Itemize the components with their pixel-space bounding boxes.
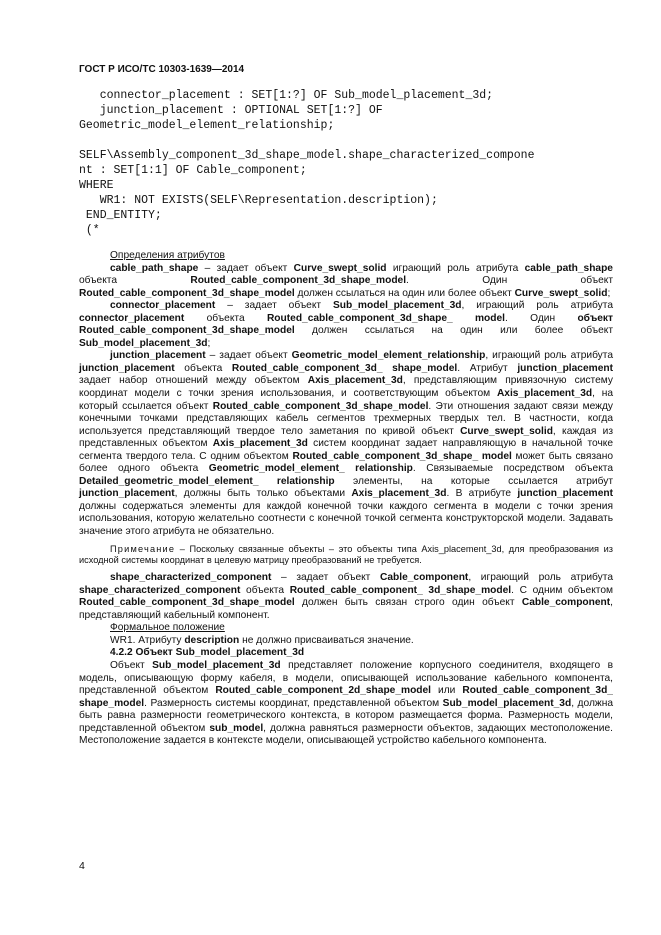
code-line: WR1: NOT EXISTS(SELF\Representation.description);: [79, 194, 438, 207]
express-code-block: [79, 88, 534, 238]
rule-wr1: WR1. Атрибуту description не должно присваиваться значение.: [110, 634, 414, 646]
paragraph-sub-model-placement: Объект Sub_model_placement_3d представляет положение корпусного соединителя, входящего в модель, описывающую форму кабеля, в модели, описывающей использование кабельного компонента, представленной объектом Routed_cable_component_2d_shape_model или Routed_cable_component_3d_ shape_model. Размерность системы координат, представленной объектом Sub_model_placement_3d, должна быть равна размерности геометрического контекста, в котором размещается форма. Размерность модели, представленной объектом sub_model, должна равняться размерности объектов, задающих местоположение. Местоположение задается в контексте модели, описывающей устройство кабельного компонента.: [79, 660, 614, 747]
document-header: ГОСТ Р ИСО/ТС 10303-1639—2014: [79, 64, 245, 75]
section-heading: 4.2.2 Объект Sub_model_placement_3d: [110, 647, 305, 659]
paragraph-junction-placement: junction_placement – задает объект Geometric_model_element_relationship, играющий роль атрибута junction_placement объекта Routed_cable_component_3d_ shape_model. Атрибут junction_placement задает набор отношений между объектом Axis_placement_3d, представляющим привязочную систему координат модели с точки зрения использования, и соответствующим объектом Axis_placement_3d, на который ссылается объект Routed_cable_component_3d_shape_model. Эти отношения задают связи между конечными точками представляющих кабель сегментов трехмерных твердых тел. В частности, когда используется представляющий твердое тело заметания по кривой объект Curve_swept_solid, каждая из представленных объектом Axis_placement_3d систем координат задает направляющую в начальной точке сегмента твердого тела. С одним объектом Routed_cable_component_3d_shape_ model может быть связано более одного объекта Geometric_model_element_ relationship. Связываемые посредством объекта Detailed_geometric_model_element_ relationship элементы, на которые ссылается атрибут junction_placement, должны быть только объектами Axis_placement_3d. В атрибуте junction_placement должны содержаться элементы для каждой конечной точки каждого сегмента в модели с точки зрения использования, которую желательно соотнести с конечной точкой сегмента конструкторской модели. Задавать значение этого атрибута не обязательно.: [79, 350, 614, 538]
code-line: connector_placement : SET[1:?] OF Sub_model_placement_3d;: [79, 89, 494, 102]
code-line: nt : SET[1:1] OF Cable_component;: [79, 164, 307, 177]
formal-proposition-heading: Формальное положение: [110, 622, 225, 634]
code-line: SELF\Assembly_component_3d_shape_model.shape_characterized_compone: [79, 149, 535, 162]
code-line: WHERE: [79, 179, 114, 192]
note-paragraph: Примечание – Поскольку связанные объекты – это объекты типа Axis_placement_3d, для преобразования из исходной системы координат в целевую матрицу преобразований не требуется.: [79, 543, 613, 566]
paragraph-shape-characterized-component: shape_characterized_component – задает объект Cable_component, играющий роль атрибута shape_characterized_component объекта Routed_cable_component_ 3d_shape_model. С одним объектом Routed_cable_component_3d_shape_model должен быть связан строго один объект Cable_component, представляющий кабельный компонент.: [79, 572, 613, 621]
body-text: [79, 250, 613, 748]
code-line: Geometric_model_element_relationship;: [79, 119, 335, 132]
code-line: END_ENTITY;: [79, 209, 162, 222]
code-line: (*: [79, 224, 100, 237]
attr-definitions-heading: Определения атрибутов: [110, 250, 225, 261]
paragraph-connector-placement: connector_placement – задает объект Sub_model_placement_3d, играющий роль атрибута connector_placement объекта Routed_cable_component_3d_shape_ model. Один объект Routed_cable_component_3d_shape_model должен ссылаться на один или более объект Sub_model_placement_3d;: [79, 300, 613, 349]
note-label: Примечание: [110, 543, 176, 554]
code-line: junction_placement : OPTIONAL SET[1:?] OF: [79, 104, 383, 117]
paragraph-cable-path-shape: cable_path_shape – задает объект Curve_swept_solid играющий роль атрибута cable_path_shape объекта Routed_cable_component_3d_shape_model. Один объект Routed_cable_component_3d_shape_model должен ссылаться на один или более объект Curve_swept_solid;: [79, 262, 613, 299]
page-number: 4: [79, 860, 85, 872]
